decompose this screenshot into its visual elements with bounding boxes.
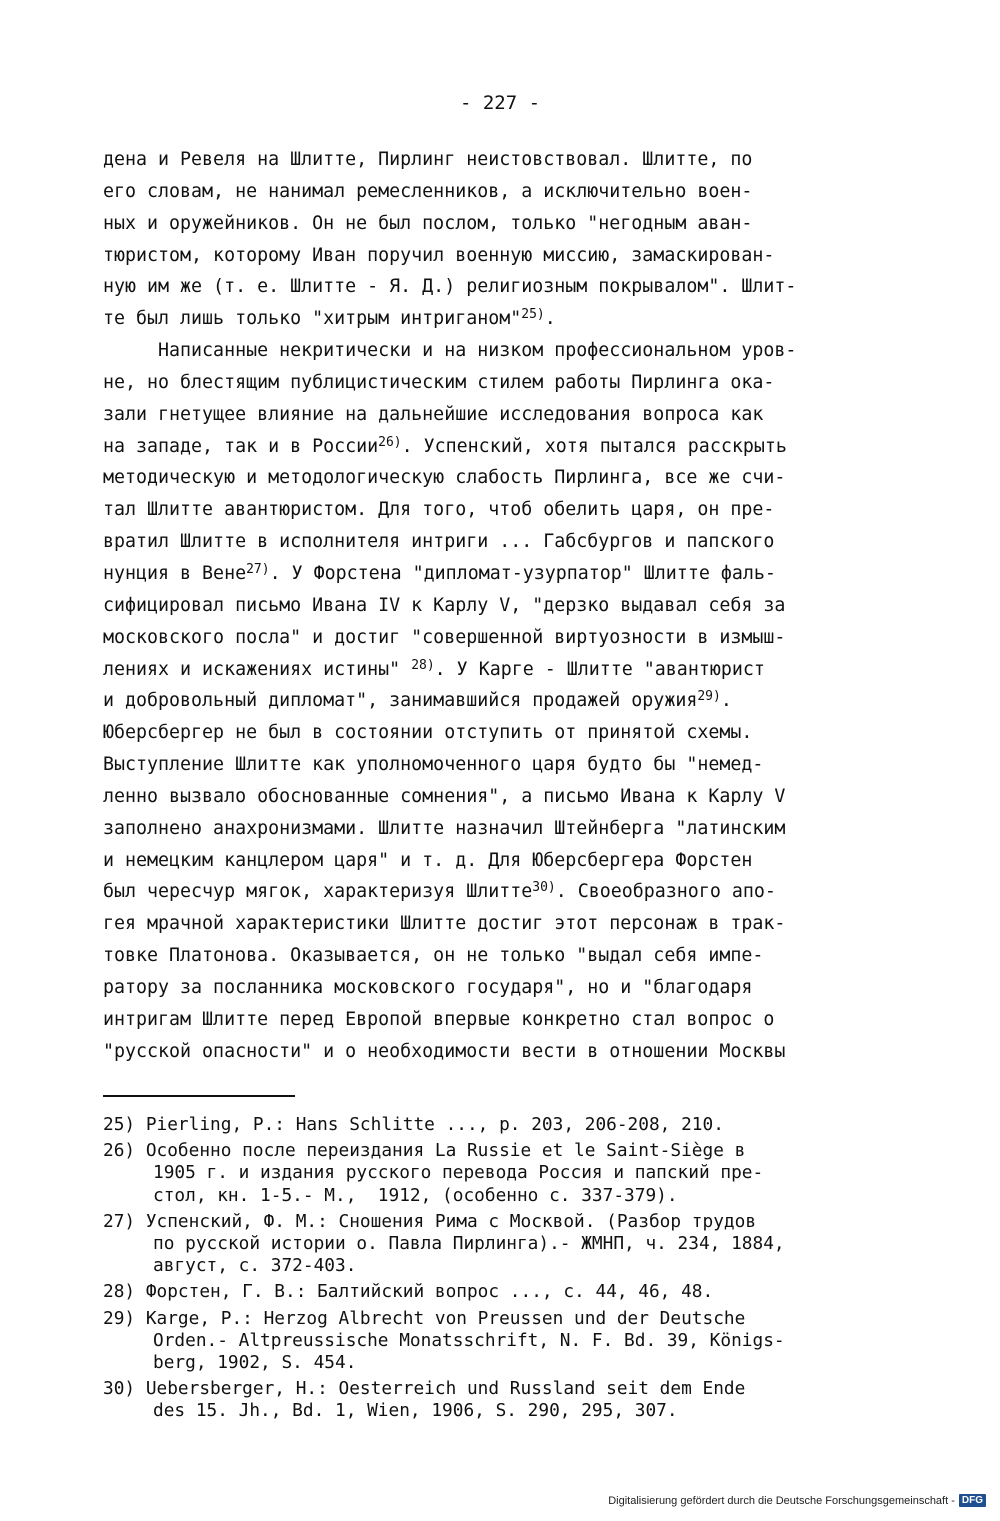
footnote-ref: 25) bbox=[521, 307, 545, 323]
dfg-logo: DFG bbox=[959, 1494, 986, 1507]
text-run: . bbox=[544, 308, 556, 330]
text-run: ратору за посланника московского государя", но и "благодаря bbox=[103, 976, 753, 998]
text-run: московского посла" и достиг "совершенной виртуозности в измыш- bbox=[103, 626, 786, 648]
text-run: . bbox=[720, 690, 732, 712]
text-run: не, но блестящим публицистическим стилем работы Пирлинга ока- bbox=[103, 371, 775, 393]
text-run: интригам Шлитте перед Европой впервые конкретно стал вопрос о bbox=[103, 1008, 775, 1030]
body-line bbox=[103, 494, 903, 526]
text-run: гея мрачной характеристики Шлитте достиг этот персонаж в трак- bbox=[103, 913, 786, 935]
footnote-line: 25) Pierling, P.: Hans Schlitte ..., p. 203, 206-208, 210. bbox=[103, 1114, 724, 1135]
text-run: . У Форстена "дипломат-узурпатор" Шлитте фаль- bbox=[269, 562, 776, 584]
body-line bbox=[103, 654, 903, 686]
footnote-ref: 29) bbox=[697, 689, 721, 705]
text-run: на западе, так и в России bbox=[103, 435, 379, 457]
page-number: - 227 - bbox=[459, 92, 541, 114]
text-run: его словам, не нанимал ремесленников, а исключительно воен- bbox=[103, 180, 753, 202]
text-run: Юберсбергер не был в состоянии отступить от принятой схемы. bbox=[103, 722, 753, 744]
footnote-line: 1905 г. и издания русского перевода Россия и папский пре- bbox=[153, 1162, 764, 1184]
footnote-line: стол, кн. 1-5.- М., 1912, (особенно с. 337-379). bbox=[153, 1184, 678, 1206]
digitization-stamp bbox=[608, 1494, 986, 1507]
text-run: ную им же (т. е. Шлитте - Я. Д.) религиозным покрывалом". Шлит- bbox=[103, 276, 797, 298]
text-run: и немецким канцлером царя" и т. д. Для Юберсбергера Форстен bbox=[103, 849, 753, 871]
body-line bbox=[103, 399, 903, 431]
text-run: методическую и методологическую слабость Пирлинга, все же счи- bbox=[103, 467, 786, 489]
footnote-line: 28) Форстен, Г. В.: Балтийский вопрос ..., с. 44, 46, 48. bbox=[103, 1281, 714, 1303]
body-line bbox=[103, 940, 903, 972]
text-run: сифицировал письмо Ивана IV к Карлу V, "дерзко выдавал себя за bbox=[103, 594, 786, 616]
text-run: тюристом, которому Иван поручил военную миссию, замаскирован- bbox=[103, 244, 775, 266]
text-run: заполнено анахронизмами. Шлитте назначил Штейнберга "латинским bbox=[103, 817, 786, 839]
body-line bbox=[103, 717, 903, 749]
text-run: и добровольный дипломат", занимавшийся продажей оружия bbox=[103, 690, 698, 712]
text-run: "русской опасности" и о необходимости вести в отношении Москвы bbox=[103, 1040, 786, 1062]
text-run: ных и оружейников. Он не был послом, только "негодным аван- bbox=[103, 212, 753, 234]
body-line bbox=[103, 1004, 903, 1036]
body-line bbox=[103, 208, 903, 240]
footnote-line: 26) Особенно после переиздания La Russie et le Saint-Siège в bbox=[103, 1140, 746, 1162]
footnote bbox=[103, 1281, 903, 1303]
body-line bbox=[103, 590, 903, 622]
footnote-ref: 27) bbox=[246, 561, 270, 577]
text-run: был чересчур мягок, характеризуя Шлитте bbox=[103, 881, 533, 903]
text-run: . У Карге - Шлитте "авантюрист bbox=[434, 658, 765, 680]
body-line bbox=[103, 303, 903, 335]
body-line bbox=[103, 685, 903, 717]
body-line bbox=[103, 972, 903, 1004]
footnote bbox=[103, 1211, 903, 1278]
footnote-line: Orden.- Altpreussische Monatsschrift, N. F. Bd. 39, Königs- bbox=[153, 1329, 785, 1351]
body-line bbox=[103, 335, 903, 367]
text-run: товке Платонова. Оказывается, он не только "выдал себя импе- bbox=[103, 945, 764, 967]
footnote-line: по русской истории о. Павла Пирлинга).- ЖМНП, ч. 234, 1884, bbox=[153, 1233, 785, 1255]
body-line bbox=[103, 622, 903, 654]
body-line bbox=[103, 367, 903, 399]
text-run: Выступление Шлитте как уполномоченного царя будто бы "немед- bbox=[103, 754, 764, 776]
body-line bbox=[103, 845, 903, 877]
footnote bbox=[103, 1378, 903, 1422]
footnote-line: август, с. 372-403. bbox=[153, 1255, 357, 1277]
text-run: ленно вызвало обоснованные сомнения", а письмо Ивана к Карлу V bbox=[103, 785, 786, 807]
body-line bbox=[103, 431, 903, 463]
footnote bbox=[103, 1114, 903, 1136]
text-run: Написанные некритически и на низком профессиональном уров- bbox=[103, 340, 797, 362]
body-line bbox=[103, 462, 903, 494]
footnote-ref: 26) bbox=[378, 434, 402, 450]
text-run: нунция в Вене bbox=[103, 562, 247, 584]
body-line bbox=[103, 908, 903, 940]
text-run: вратил Шлитте в исполнителя интриги ... Габсбургов и папского bbox=[103, 531, 775, 553]
text-run: зали гнетущее влияние на дальнейшие исследования вопроса как bbox=[103, 403, 764, 425]
footnotes bbox=[103, 1114, 903, 1427]
text-run: лениях и искажениях истины" bbox=[103, 658, 412, 680]
footnote-line: 30) Uebersberger, H.: Oesterreich und Russland seit dem Ende bbox=[103, 1378, 746, 1400]
body-line bbox=[103, 813, 903, 845]
body-line bbox=[103, 876, 903, 908]
text-run: дена и Ревеля на Шлитте, Пирлинг неистовствовал. Шлитте, по bbox=[103, 149, 753, 170]
body-line bbox=[103, 781, 903, 813]
footnote-line: berg, 1902, S. 454. bbox=[153, 1352, 357, 1374]
footnote-ref: 30) bbox=[532, 880, 556, 896]
footnote-separator bbox=[103, 1095, 295, 1097]
body-line bbox=[103, 176, 903, 208]
body-text bbox=[103, 144, 903, 1067]
footnote-line: 27) Успенский, Ф. М.: Сношения Рима с Москвой. (Разбор трудов bbox=[103, 1210, 757, 1232]
body-line bbox=[103, 144, 903, 176]
body-line bbox=[103, 558, 903, 590]
footnote-line: 29) Karge, P.: Herzog Albrecht von Preussen und der Deutsche bbox=[103, 1307, 746, 1329]
body-line bbox=[103, 749, 903, 781]
body-line bbox=[103, 526, 903, 558]
footnote-line: des 15. Jh., Bd. 1, Wien, 1906, S. 290, 295, 307. bbox=[153, 1400, 678, 1422]
body-line bbox=[103, 240, 903, 272]
text-run: . Своеобразного апо- bbox=[555, 881, 776, 903]
text-run: тал Шлитте авантюристом. Для того, чтоб обелить царя, он пре- bbox=[103, 499, 775, 521]
footnote bbox=[103, 1140, 903, 1207]
body-line bbox=[103, 271, 903, 303]
body-line bbox=[103, 1036, 903, 1068]
footnote-ref: 28) bbox=[411, 657, 435, 673]
text-run: . Успенский, хотя пытался расскрыть bbox=[401, 435, 787, 457]
text-run: те был лишь только "хитрым интриганом" bbox=[103, 308, 522, 330]
stamp-text: Digitalisierung gefördert durch die Deutsche Forschungsgemeinschaft - bbox=[608, 1494, 955, 1507]
footnote bbox=[103, 1308, 903, 1375]
